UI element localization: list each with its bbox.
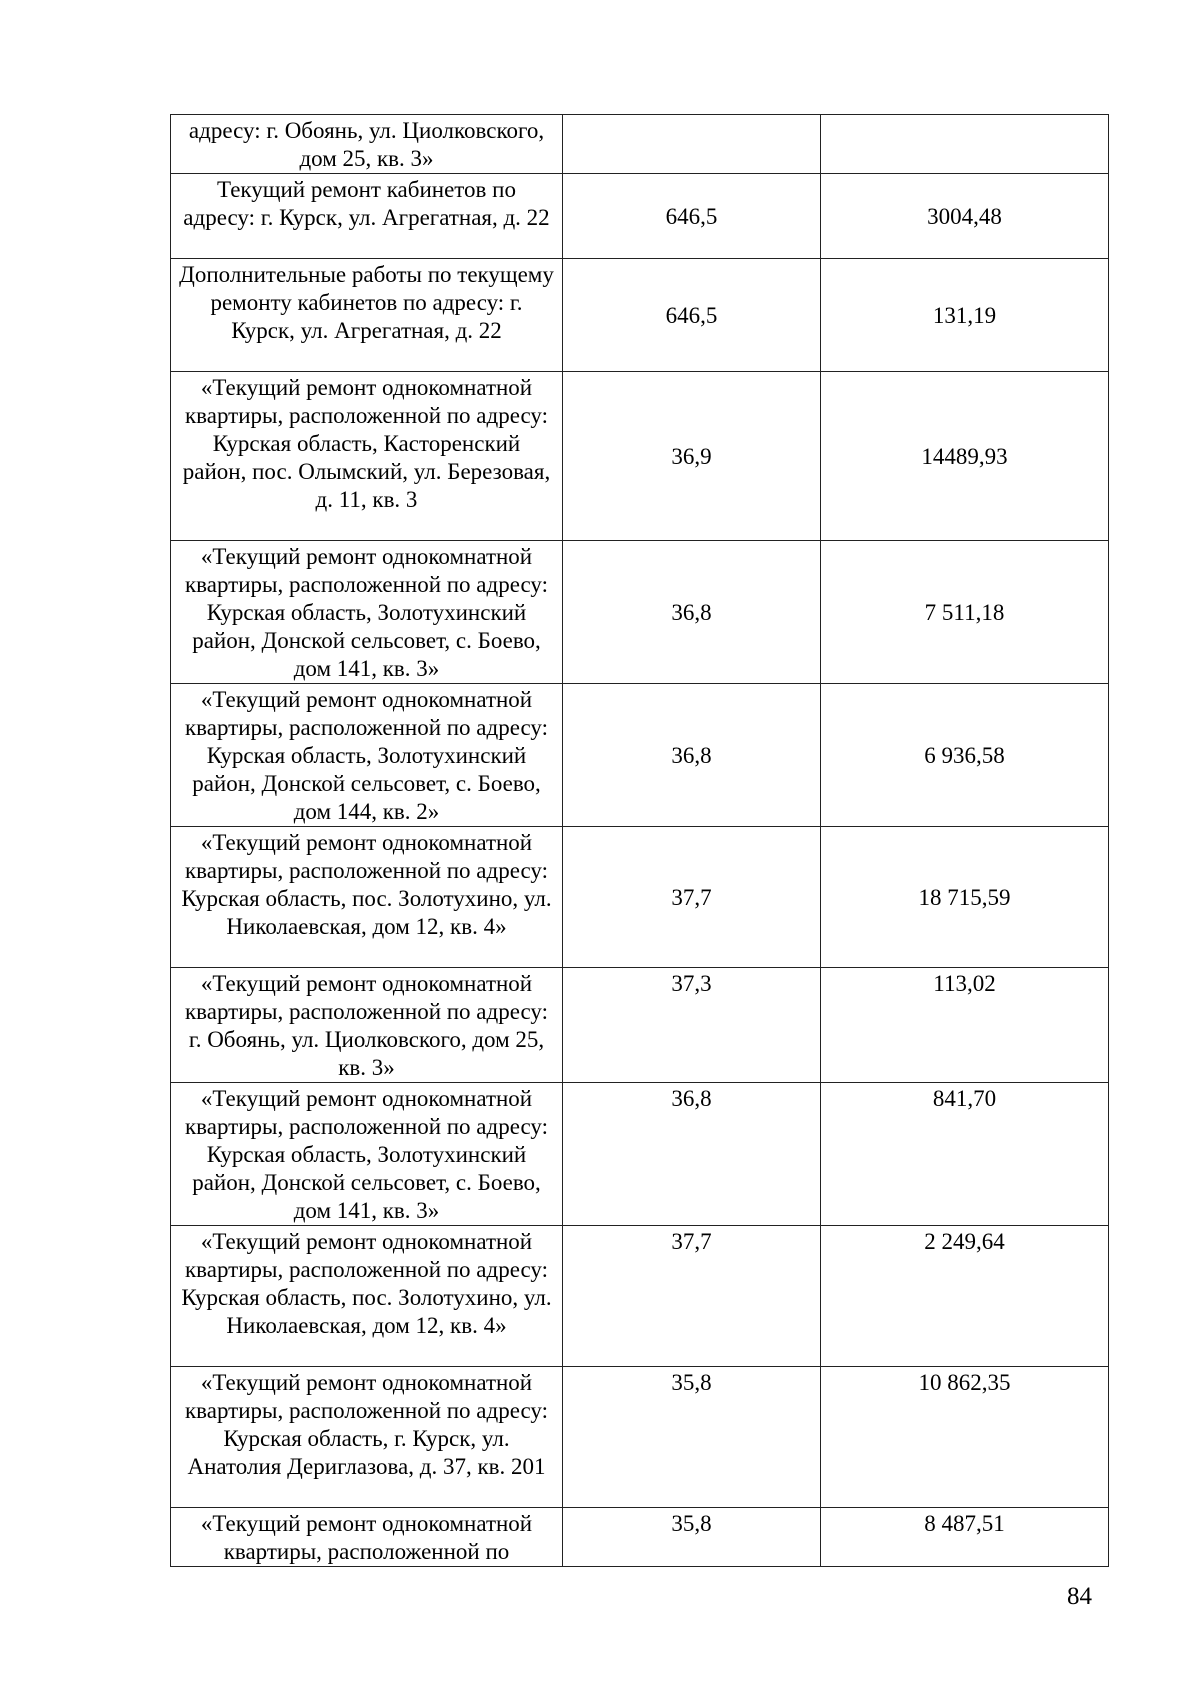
area-cell: 36,8 (563, 541, 821, 684)
work-description-cell: «Текущий ремонт однокомнатной квартиры, расположенной по (171, 1508, 563, 1567)
area-cell: 646,5 (563, 259, 821, 372)
amount-cell: 14489,93 (821, 372, 1109, 541)
table-row (171, 684, 1109, 827)
area-cell: 646,5 (563, 174, 821, 259)
work-description-cell: «Текущий ремонт однокомнатной квартиры, расположенной по адресу: Курская область, Золотухинский район, Донской сельсовет, с. Боево, дом 141, кв. 3» (171, 1083, 563, 1226)
work-description-cell: Текущий ремонт кабинетов по адресу: г. Курск, ул. Агрегатная, д. 22 (171, 174, 563, 259)
amount-cell: 841,70 (821, 1083, 1109, 1226)
amount-cell: 2 249,64 (821, 1226, 1109, 1367)
work-description-cell: «Текущий ремонт однокомнатной квартиры, расположенной по адресу: г. Обоянь, ул. Циолковского, дом 25, кв. 3» (171, 968, 563, 1083)
work-description-cell: Дополнительные работы по текущему ремонту кабинетов по адресу: г. Курск, ул. Агрегатная, д. 22 (171, 259, 563, 372)
table-row (171, 541, 1109, 684)
table-row (171, 1367, 1109, 1508)
area-cell (563, 115, 821, 174)
work-description-cell: «Текущий ремонт однокомнатной квартиры, расположенной по адресу: Курская область, Касторенский район, пос. Олымский, ул. Березовая, д. 11, кв. 3 (171, 372, 563, 541)
page-number: 84 (1067, 1583, 1092, 1610)
amount-cell: 113,02 (821, 968, 1109, 1083)
work-description-cell: «Текущий ремонт однокомнатной квартиры, расположенной по адресу: Курская область, г. Курск, ул. Анатолия Дериглазова, д. 37, кв. 201 (171, 1367, 563, 1508)
amount-cell: 6 936,58 (821, 684, 1109, 827)
amount-cell: 7 511,18 (821, 541, 1109, 684)
table-row (171, 259, 1109, 372)
amount-cell: 18 715,59 (821, 827, 1109, 968)
table-row (171, 968, 1109, 1083)
repair-works-table (170, 114, 1109, 1567)
area-cell: 36,9 (563, 372, 821, 541)
amount-cell: 3004,48 (821, 174, 1109, 259)
area-cell: 35,8 (563, 1508, 821, 1567)
work-description-cell: адресу: г. Обоянь, ул. Циолковского, дом 25, кв. 3» (171, 115, 563, 174)
table-row (171, 174, 1109, 259)
table-row (171, 1083, 1109, 1226)
table-row (171, 1226, 1109, 1367)
area-cell: 36,8 (563, 1083, 821, 1226)
table-row (171, 372, 1109, 541)
work-description-cell: «Текущий ремонт однокомнатной квартиры, расположенной по адресу: Курская область, Золотухинский район, Донской сельсовет, с. Боево, дом 144, кв. 2» (171, 684, 563, 827)
table-row (171, 115, 1109, 174)
area-cell: 37,7 (563, 827, 821, 968)
work-description-cell: «Текущий ремонт однокомнатной квартиры, расположенной по адресу: Курская область, Золотухинский район, Донской сельсовет, с. Боево, дом 141, кв. 3» (171, 541, 563, 684)
amount-cell: 8 487,51 (821, 1508, 1109, 1567)
amount-cell: 131,19 (821, 259, 1109, 372)
area-cell: 37,3 (563, 968, 821, 1083)
table-row (171, 1508, 1109, 1567)
area-cell: 35,8 (563, 1367, 821, 1508)
area-cell: 36,8 (563, 684, 821, 827)
work-description-cell: «Текущий ремонт однокомнатной квартиры, расположенной по адресу: Курская область, пос. Золотухино, ул. Николаевская, дом 12, кв. 4» (171, 1226, 563, 1367)
area-cell: 37,7 (563, 1226, 821, 1367)
work-description-cell: «Текущий ремонт однокомнатной квартиры, расположенной по адресу: Курская область, пос. Золотухино, ул. Николаевская, дом 12, кв. 4» (171, 827, 563, 968)
amount-cell: 10 862,35 (821, 1367, 1109, 1508)
table-row (171, 827, 1109, 968)
amount-cell (821, 115, 1109, 174)
